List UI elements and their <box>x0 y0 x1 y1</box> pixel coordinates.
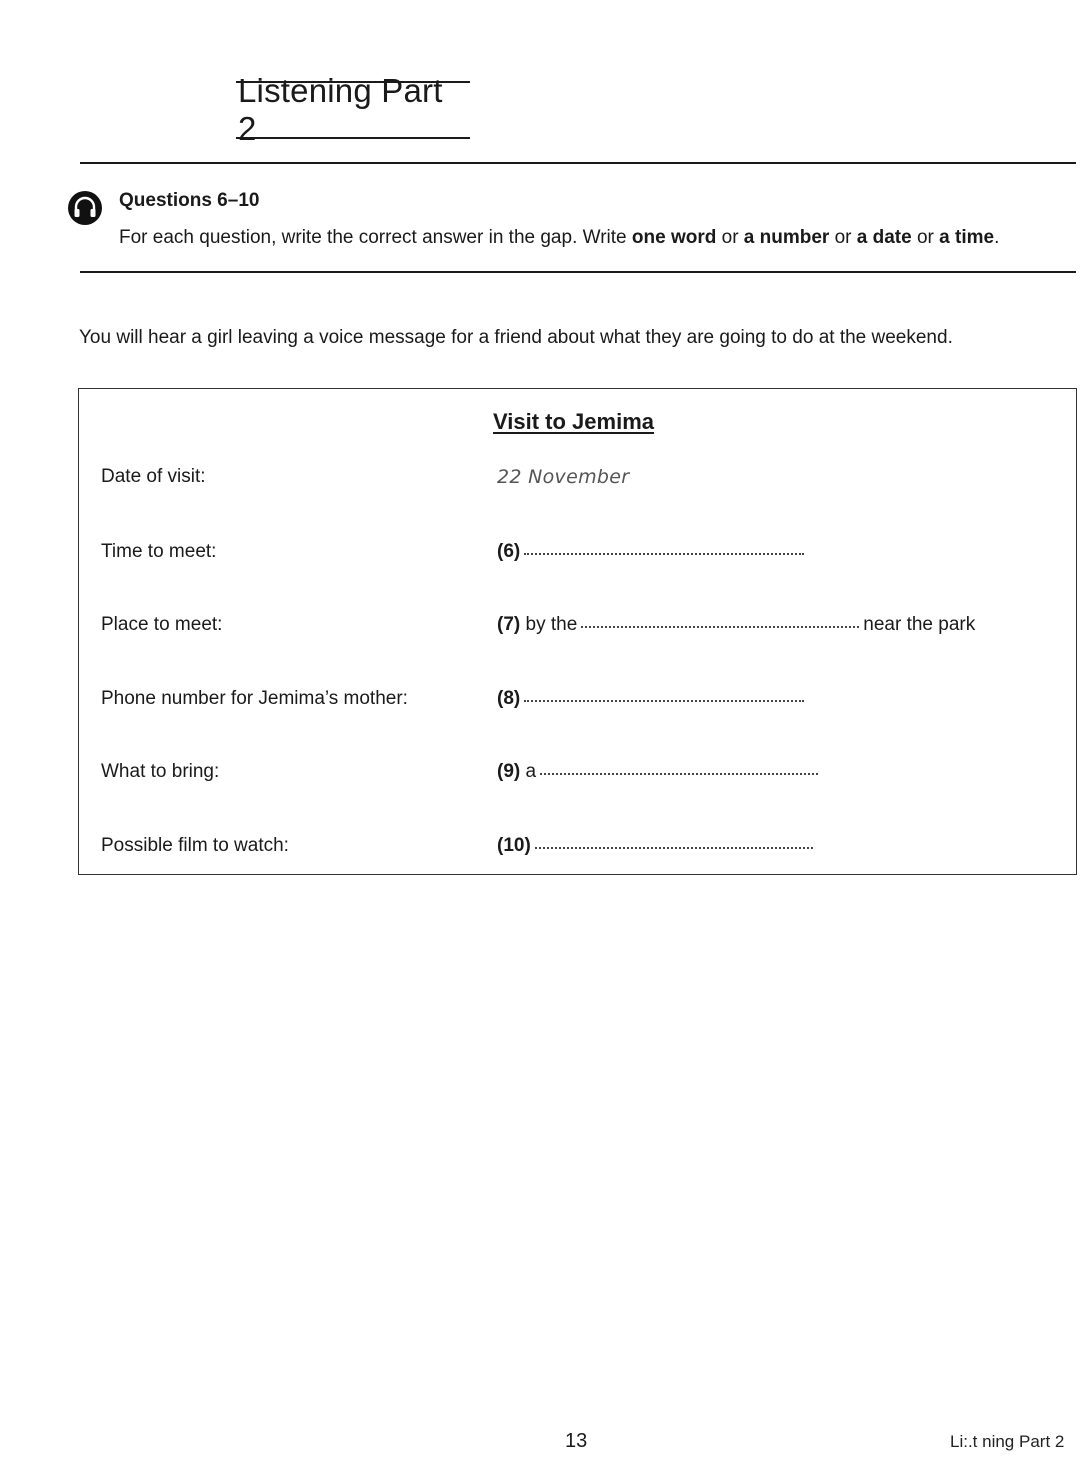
row-label-film: Possible film to watch: <box>101 835 289 856</box>
page-title: Listening Part 2 <box>238 72 443 147</box>
questions-heading: Questions 6–10 <box>119 190 260 211</box>
row-answer-place: (7) by the near the park <box>497 614 976 635</box>
row-label-time: Time to meet: <box>101 541 217 562</box>
headphones-icon <box>67 190 103 226</box>
row-label-date: Date of visit: <box>101 466 206 487</box>
title-box <box>236 72 470 147</box>
example-answer: 22 November <box>497 466 630 488</box>
row-answer-date <box>497 466 629 488</box>
questions-instruction: For each question, write the correct answer in the gap. Write one word or a number or a date or a time. <box>119 227 1000 248</box>
footer-section-label: Li:.t ning Part 2 <box>950 1432 1065 1451</box>
bottom-divider <box>80 271 1076 273</box>
row-answer-film: (10) <box>497 835 817 857</box>
row-label-place: Place to meet: <box>101 614 223 635</box>
top-divider <box>80 162 1076 164</box>
page-number: 13 <box>565 1430 588 1452</box>
answer-gap-9[interactable] <box>540 771 818 775</box>
answer-gap-10[interactable] <box>535 845 813 849</box>
notes-title: Visit to Jemima <box>493 409 654 434</box>
answer-gap-7[interactable] <box>581 624 859 628</box>
row-answer-phone: (8) <box>497 688 808 710</box>
row-answer-bring: (9) a <box>497 761 822 783</box>
row-answer-time: (6) <box>497 541 808 563</box>
answer-gap-8[interactable] <box>524 698 804 702</box>
row-label-phone: Phone number for Jemima’s mother: <box>101 688 408 709</box>
answer-gap-6[interactable] <box>524 551 804 555</box>
intro-text: You will hear a girl leaving a voice message for a friend about what they are going to do at the weekend. <box>79 327 953 348</box>
row-label-bring: What to bring: <box>101 761 220 782</box>
